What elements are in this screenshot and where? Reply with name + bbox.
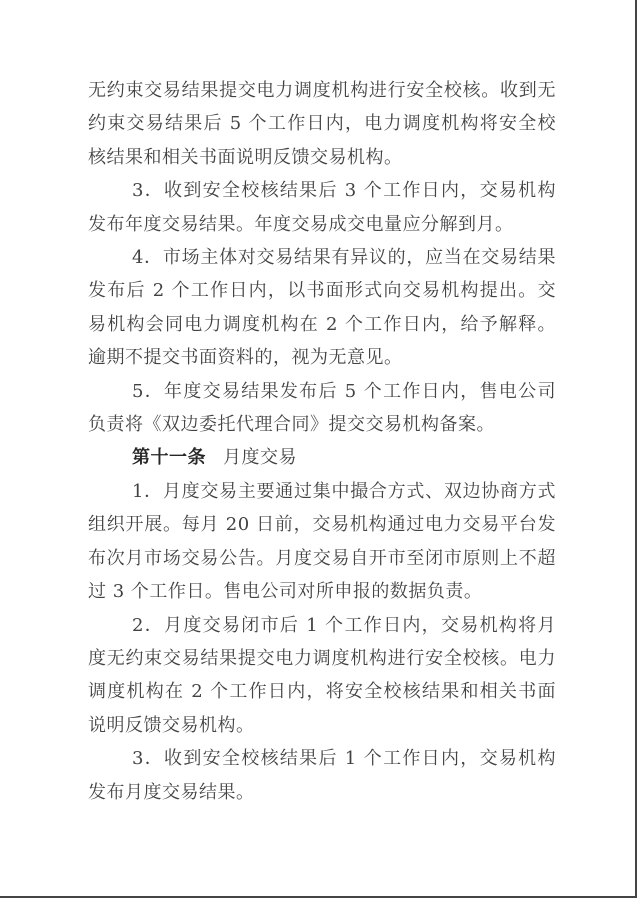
paragraph-item-1-monthly: 1．月度交易主要通过集中撮合方式、双边协商方式组织开展。每月 20 日前，交易机构通过电力交易平台发布次月市场交易公告。月度交易自开市至闭市原则上不超过 3 个工作日。售电公司对所申报的数据负责。: [88, 480, 556, 603]
document-text-block: [88, 74, 556, 809]
page-edge-right-line: [635, 0, 637, 897]
paragraph-item-5-annual: 5．年度交易结果发布后 5 个工作日内，售电公司负责将《双边委托代理合同》提交交易机构备案。: [88, 380, 556, 436]
clause-title: 月度交易: [223, 447, 297, 469]
paragraph-item-4-annual: 4．市场主体对交易结果有异议的，应当在交易结果发布后 2 个工作日内，以书面形式向交易机构提出。交易机构会同电力调度机构在 2 个工作日内，给予解释。逾期不提交书面资料的，视为无意见。: [88, 247, 556, 369]
page-edge-bottom-line: [0, 896, 637, 898]
clause-heading-article-11: [88, 441, 556, 474]
paragraph-item-3-annual: 3．收到安全校核结果后 3 个工作日内，交易机构发布年度交易结果。年度交易成交电量应分解到月。: [88, 180, 556, 235]
paragraph-item-3-monthly: 3．收到安全校核结果后 1 个工作日内，交易机构发布月度交易结果。: [88, 748, 556, 803]
clause-number: 第十一条: [132, 447, 206, 469]
paragraph-continuation: 无约束交易结果提交电力调度机构进行安全校核。收到无约束交易结果后 5 个工作日内，电力调度机构将安全校核结果和相关书面说明反馈交易机构。: [88, 80, 556, 168]
paragraph-item-2-monthly: 2．月度交易闭市后 1 个工作日内，交易机构将月度无约束交易结果提交电力调度机构进行安全校核。电力调度机构在 2 个工作日内，将安全校核结果和相关书面说明反馈交易机构。: [88, 614, 556, 736]
